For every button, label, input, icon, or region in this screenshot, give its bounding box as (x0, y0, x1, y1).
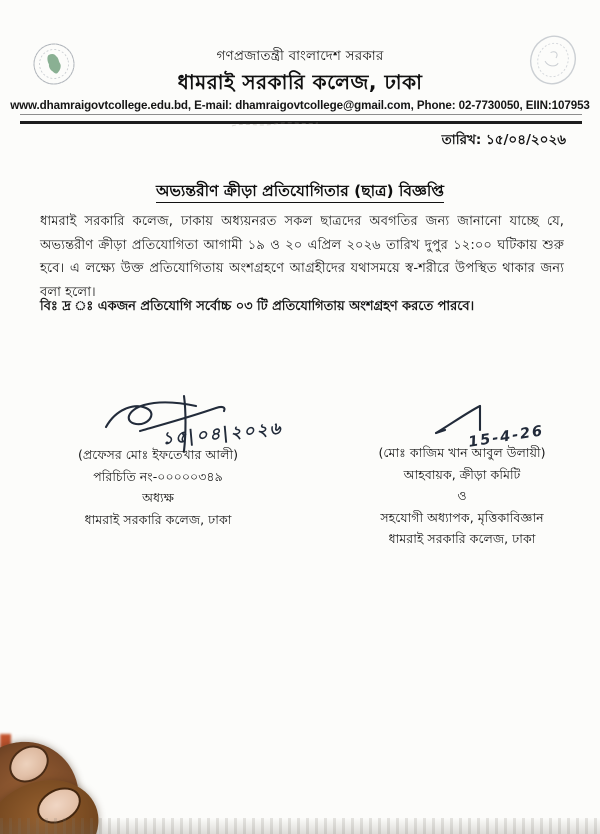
signatory-name: (মোঃ কাজিম খান আবুল উলায়ী) (378, 445, 546, 460)
handwritten-date-right: 15-4-26 (467, 423, 546, 451)
conjunction-text: ও (457, 488, 467, 504)
faint-pencil-mark (230, 119, 320, 129)
contact-info-line: www.dhamraigovtcollege.edu.bd, E-mail: dhamraigovtcollege@gmail.com, Phone: 02-7730050, EIIN:107953 (10, 99, 590, 112)
signatory-role-secondary: সহযোগী অধ্যাপক, মৃত্তিকাবিজ্ঞান (380, 509, 544, 525)
signatory-id-number: পরিচিতি নং-০০০০০৩৪৯ (93, 468, 223, 484)
handwritten-date-left: ১৫|০৪|২০২৬ (161, 418, 284, 450)
college-name: ধামরাই সরকারি কলেজ, ঢাকা (177, 70, 423, 94)
signatory-name: (প্রফেসর মোঃ ইফতেখার আলী) (77, 447, 238, 462)
notice-body-paragraph: ধামরাই সরকারি কলেজ, ঢাকায় অধ্যয়নরত সকল ছাত্রদের অবগতির জন্য জানানো যাচ্ছে যে, অভ্যন্তরীণ ক্রীড়া প্রতিযোগিতা আগামী ১৯ ও ২০ এপ্রিল ২০২৬ তারিখ দুপুর ১২:০০ ঘটিকায় শুরু হবে। এ লক্ষ্যে উক্ত প্রতিযোগিতায় অংশগ্রহণে আগ্রহীদের যথাসময়ে স্ব-শরীরে উপস্থিত থাকার জন্য বলা হলো। (40, 214, 564, 300)
signatory-organization: ধামরাই সরকারি কলেজ, ঢাকা (84, 511, 232, 527)
signatory-role-primary: আহবায়ক, ক্রীড়া কমিটি (403, 466, 521, 482)
notice-title-text: অভ্যন্তরীণ ক্রীড়া প্রতিযোগিতার (ছাত্র) বিজ্ঞপ্তি (156, 182, 444, 203)
signatory-designation: অধ্যক্ষ (142, 490, 174, 506)
date-label: তারিখ: (441, 132, 482, 148)
issue-date (442, 129, 566, 152)
signature-block-convener (352, 447, 572, 555)
signatory-organization: ধামরাই সরকারি কলেজ, ঢাকা (388, 531, 536, 547)
government-header-line: গণপ্রজাতন্ত্রী বাংলাদেশ সরকার (216, 48, 384, 64)
notice-nb-line: বিঃ দ্র ঃ একজন প্রতিযোগি সর্বোচ্চ ০৩ টি প্রতিযোগিতায় অংশগ্রহণ করতে পারবে। (40, 299, 475, 314)
notice-title (0, 179, 600, 205)
signature-block-principal (48, 449, 268, 535)
date-value: ১৫/০৪/২০২৬ (485, 132, 566, 148)
